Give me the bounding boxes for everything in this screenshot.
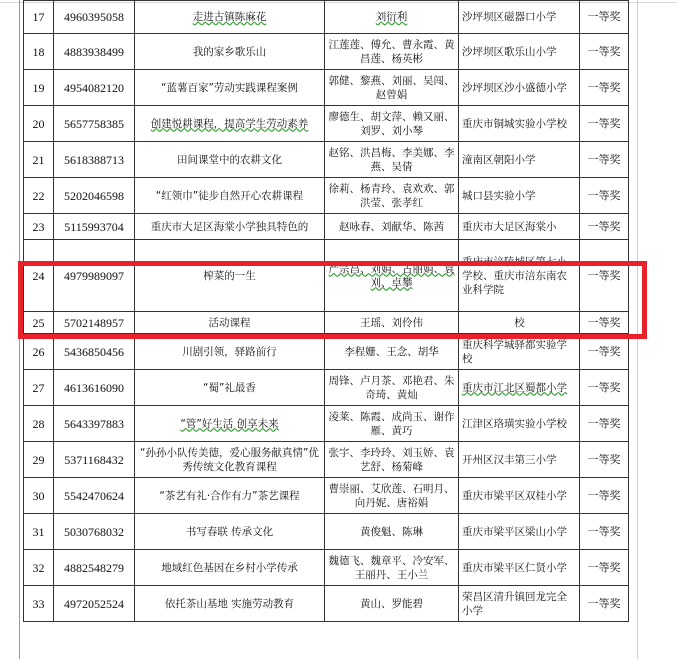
table-row: [24, 106, 629, 142]
row-code: 5436850456: [54, 334, 135, 370]
row-authors: 黄山、罗能碧: [325, 586, 459, 622]
row-index: 27: [24, 370, 54, 406]
row-title: “孙孙小队传美德，爱心服务献真情”优秀传统文化教育课程: [135, 442, 325, 478]
row-school: 江津区珞璜实验小学校: [459, 406, 580, 442]
row-authors: 周锋、卢月茶、邓艳君、朱奇琦、黄灿: [325, 370, 459, 406]
page-left-edge: [19, 0, 20, 659]
row-index: 25: [24, 312, 54, 334]
row-title: 重庆市大足区海棠小学独具特色的: [135, 214, 325, 240]
row-code: 5542470624: [54, 478, 135, 514]
row-code: 4972052524: [54, 586, 135, 622]
row-school: 重庆科学城驿都实验学校: [459, 334, 580, 370]
row-index: 33: [24, 586, 54, 622]
row-award: 一等奖: [580, 1, 629, 34]
row-index: 23: [24, 214, 54, 240]
row-award: 一等奖: [580, 178, 629, 214]
row-index: 22: [24, 178, 54, 214]
table-row: [24, 442, 629, 478]
row-award: 一等奖: [580, 370, 629, 406]
row-award: 一等奖: [580, 334, 629, 370]
row-award: 一等奖: [580, 550, 629, 586]
row-authors-text: 严宗昌、刘娟、古丽娟、袁刈、卓攀: [328, 262, 455, 289]
row-award: 一等奖: [580, 70, 629, 106]
row-code: 5115993704: [54, 214, 135, 240]
row-index: 19: [24, 70, 54, 106]
row-code: 4954082120: [54, 70, 135, 106]
row-title: 活动课程: [135, 312, 325, 334]
row-code: 4883938499: [54, 34, 135, 70]
row-authors: 王瑶、刘伶伟: [325, 312, 459, 334]
row-award: 一等奖: [580, 142, 629, 178]
row-school: 校: [459, 312, 580, 334]
row-index: 28: [24, 406, 54, 442]
table-row: [24, 514, 629, 550]
row-award: 一等奖: [580, 514, 629, 550]
row-title: 书写春联 传承文化: [135, 514, 325, 550]
row-title: [135, 406, 325, 442]
table-row: [24, 550, 629, 586]
row-title: 榨菜的一生: [135, 240, 325, 312]
row-award: 一等奖: [580, 214, 629, 240]
row-title: “蜀”礼最香: [135, 370, 325, 406]
row-award: 一等奖: [580, 240, 629, 312]
table-row: [24, 70, 629, 106]
row-school: 潼南区朝阳小学: [459, 142, 580, 178]
row-school: [459, 370, 580, 406]
row-authors: 郭健、黎燕、刘丽、吴闯、赵曾娟: [325, 70, 459, 106]
row-authors: 赵铭、洪昌梅、李美娜、李燕、吴倩: [325, 142, 459, 178]
row-authors: 张宇、李玲玲、刘玉娇、袁艺舒、杨菊峰: [325, 442, 459, 478]
table-row: [24, 34, 629, 70]
row-school: 重庆市铜城实验小学校: [459, 106, 580, 142]
row-authors: [325, 240, 459, 312]
row-school: 开州区汉丰第三小学: [459, 442, 580, 478]
row-school: 城口县实验小学: [459, 178, 580, 214]
row-code: 4613616090: [54, 370, 135, 406]
table-row: [24, 586, 629, 622]
row-award: 一等奖: [580, 34, 629, 70]
table-row: [24, 334, 629, 370]
row-title: 依托茶山基地 实施劳动教育: [135, 586, 325, 622]
table-row: [24, 240, 629, 312]
row-authors: 徐莉、杨青玲、袁欢欢、郭洪莹、张孝红: [325, 178, 459, 214]
award-table: [23, 0, 629, 622]
row-authors: 廖德生、胡文萍、赖又丽、刘罗、刘小琴: [325, 106, 459, 142]
row-award: 一等奖: [580, 406, 629, 442]
table-row: [24, 370, 629, 406]
row-authors: 江莲莲、傅允、曹永霞、黄昌莲、杨英彬: [325, 34, 459, 70]
row-award: 一等奖: [580, 478, 629, 514]
table-row: [24, 312, 629, 334]
row-school: 重庆市梁平区梁山小学: [459, 514, 580, 550]
row-code: 5202046598: [54, 178, 135, 214]
row-code: 5371168432: [54, 442, 135, 478]
row-code: 5618388713: [54, 142, 135, 178]
row-school: 荣昌区清升镇回龙完全小学: [459, 586, 580, 622]
row-index: 18: [24, 34, 54, 70]
row-school: 沙坪坝区歌乐山小学: [459, 34, 580, 70]
row-title: 川剧引领，驿路前行: [135, 334, 325, 370]
row-title: 田间课堂中的农耕文化: [135, 142, 325, 178]
row-title: “茶艺有礼·合作有力”茶艺课程: [135, 478, 325, 514]
table-row: [24, 178, 629, 214]
row-index: 26: [24, 334, 54, 370]
row-index: 32: [24, 550, 54, 586]
row-school: 重庆市涪陵城区第七小学校、重庆市涪东南农业科学院: [459, 240, 580, 312]
row-authors: [325, 1, 459, 34]
table-row: [24, 406, 629, 442]
row-title: [135, 106, 325, 142]
row-authors-text: 刘衍利: [375, 11, 408, 23]
row-index: 21: [24, 142, 54, 178]
row-code: 4960395058: [54, 1, 135, 34]
row-title-text: 创建悦耕课程，提高学生劳动素养: [150, 117, 309, 130]
row-authors: 李程姗、王念、胡华: [325, 334, 459, 370]
row-index: 24: [24, 240, 54, 312]
row-index: 31: [24, 514, 54, 550]
row-code: 5030768032: [54, 514, 135, 550]
row-school: 沙坪坝区沙小盛德小学: [459, 70, 580, 106]
table-row: [24, 214, 629, 240]
row-title: 我的家乡歌乐山: [135, 34, 325, 70]
page-right-edge: [637, 0, 638, 659]
row-authors: 赵咏春、刘献华、陈茜: [325, 214, 459, 240]
row-authors: 曹崇丽、艾欣莲、石明月、向丹妮、唐裕娟: [325, 478, 459, 514]
row-school: 重庆市梁平区双桂小学: [459, 478, 580, 514]
row-code: 5702148957: [54, 312, 135, 334]
row-authors: 黄俊魁、陈琳: [325, 514, 459, 550]
row-code: 4882548279: [54, 550, 135, 586]
row-award: 一等奖: [580, 586, 629, 622]
row-index: 29: [24, 442, 54, 478]
row-code: 4979989097: [54, 240, 135, 312]
row-award: 一等奖: [580, 106, 629, 142]
row-index: 20: [24, 106, 54, 142]
row-title-text: “管”好生活 创享未来: [180, 417, 279, 430]
row-title: “蓝薯百家”劳动实践课程案例: [135, 70, 325, 106]
row-title: [135, 1, 325, 34]
row-index: 17: [24, 1, 54, 34]
row-award: 一等奖: [580, 312, 629, 334]
row-school: 重庆市大足区海棠小: [459, 214, 580, 240]
row-title: “红领巾”徒步自然开心农耕课程: [135, 178, 325, 214]
row-title-text: 走进古镇陈麻花: [192, 11, 267, 23]
table-row: [24, 478, 629, 514]
row-award: 一等奖: [580, 442, 629, 478]
row-authors: 凌莱、陈霞、成尚玉、谢作雁、黄巧: [325, 406, 459, 442]
row-title: 地域红色基因在乡村小学传承: [135, 550, 325, 586]
row-school: 沙坪坝区磁器口小学: [459, 1, 580, 34]
row-index: 30: [24, 478, 54, 514]
row-code: 5657758385: [54, 106, 135, 142]
table-row: [24, 142, 629, 178]
row-code: 5643397883: [54, 406, 135, 442]
row-school-text: 重庆市江北区蜀都小学: [462, 381, 567, 394]
table-row: [24, 1, 629, 34]
row-school: 重庆市梁平区仁贤小学: [459, 550, 580, 586]
row-authors: 魏德飞、魏章平、冷安军、王丽丹、王小兰: [325, 550, 459, 586]
